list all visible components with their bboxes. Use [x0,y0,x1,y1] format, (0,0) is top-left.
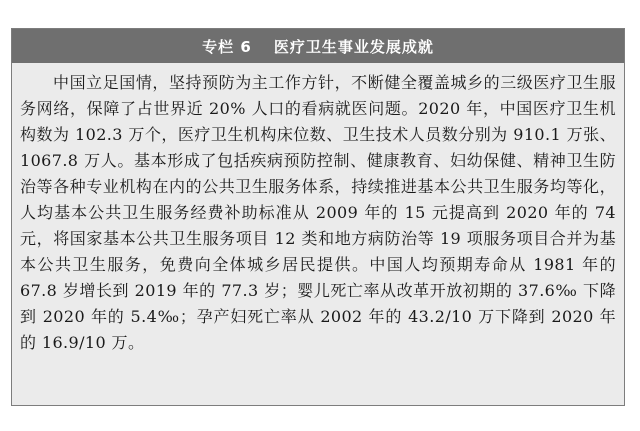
info-box [11,28,625,406]
box-label: 专栏 6 [202,37,252,56]
box-header [12,29,624,63]
box-title: 医疗卫生事业发展成就 [273,37,434,56]
body-paragraph: 中国立足国情，坚持预防为主工作方针，不断健全覆盖城乡的三级医疗卫生服务网络，保障了占世界近 20% 人口的看病就医问题。2020 年，中国医疗卫生机构数为 102.3 万个，医疗卫生机构床位数、卫生技术人员数分别为 910.1 万张、1067.8 万人。基本形成了包括疾病预防控制、健康教育、妇幼保健、精神卫生防治等各种专业机构在内的公共卫生服务体系，持续推进基本公共卫生服务均等化，人均基本公共卫生服务经费补助标准从 2009 年的 15 元提高到 2020 年的 74 元，将国家基本公共卫生服务项目 12 类和地方病防治等 19 项服务项目合并为基本公共卫生服务，免费向全体城乡居民提供。中国人均预期寿命从 1981 年的 67.8 岁增长到 2019 年的 77.3 岁；婴儿死亡率从改革开放初期的 37.6‰ 下降到 2020 年的 5.4‰；孕产妇死亡率从 2002 年的 43.2/10 万下降到 2020 年的 16.9/10 万。 [20,73,616,352]
